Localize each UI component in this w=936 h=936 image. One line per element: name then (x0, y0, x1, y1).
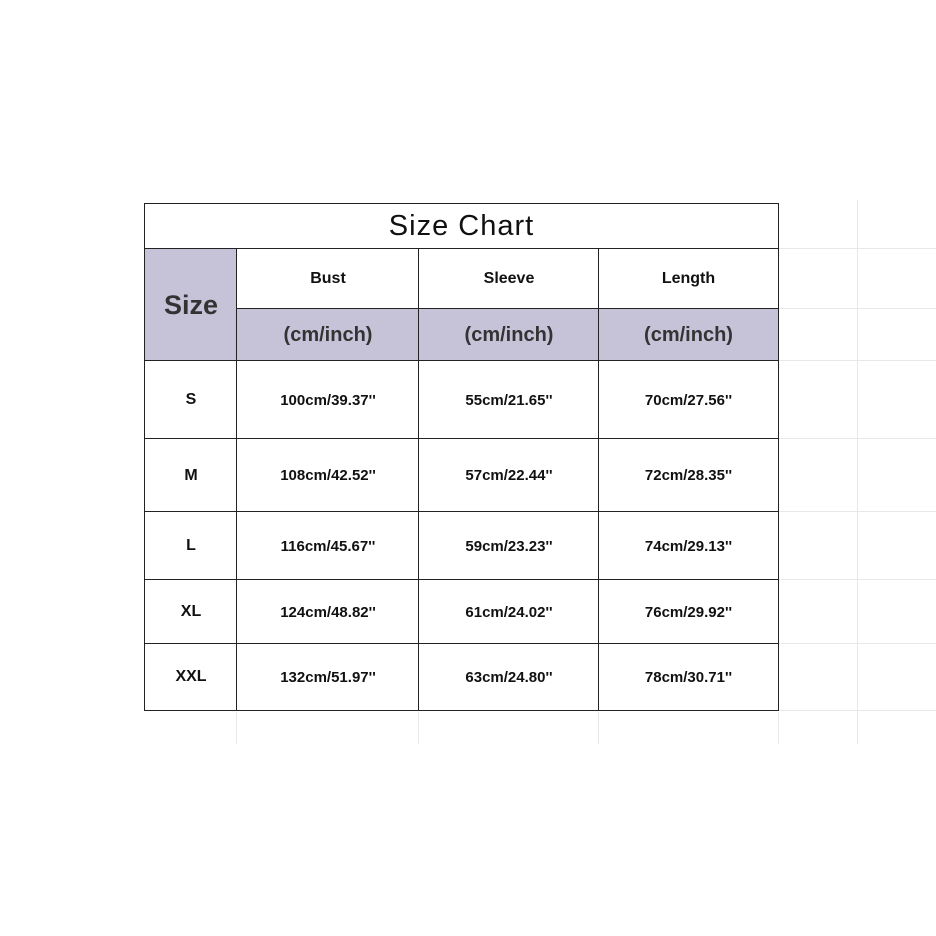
divider (598, 249, 599, 710)
length-unit: (cm/inch) (599, 309, 778, 361)
size-label: L (186, 537, 196, 554)
divider (145, 643, 778, 644)
sleeve-value: 55cm/21.65'' (465, 391, 553, 409)
bust-value: 108cm/42.52'' (280, 467, 376, 484)
size-chart-table (144, 203, 779, 711)
size-label: XXL (175, 668, 207, 685)
sleeve-header: Sleeve (483, 270, 535, 287)
size-label: S (185, 391, 197, 408)
sleeve-value: 61cm/24.02'' (465, 603, 553, 621)
divider (145, 579, 778, 580)
sleeve-value: 57cm/22.44'' (465, 467, 553, 484)
bust-header: Bust (310, 270, 346, 287)
length-value: 70cm/27.56'' (644, 391, 733, 409)
size-label: XL (180, 603, 202, 620)
bust-value: 100cm/39.37'' (280, 391, 376, 409)
length-value: 76cm/29.92'' (644, 603, 733, 621)
size-label: M (184, 466, 198, 484)
length-value: 74cm/29.13'' (644, 537, 733, 555)
sleeve-unit: (cm/inch) (419, 309, 599, 361)
bust-value: 132cm/51.97'' (280, 668, 376, 686)
chart-title: Size Chart (145, 204, 778, 249)
length-value: 78cm/30.71'' (644, 668, 733, 686)
bust-value: 124cm/48.82'' (280, 603, 376, 621)
sleeve-value: 59cm/23.23'' (465, 537, 553, 555)
length-header: Length (661, 270, 716, 287)
divider (145, 511, 778, 512)
sleeve-value: 63cm/24.80'' (465, 668, 553, 686)
divider (237, 308, 778, 309)
bust-value: 116cm/45.67'' (280, 537, 376, 555)
divider (145, 360, 778, 361)
bust-unit: (cm/inch) (237, 309, 419, 361)
divider (418, 249, 419, 710)
size-column-header: Size (145, 249, 237, 361)
length-value: 72cm/28.35'' (644, 467, 733, 484)
divider (145, 438, 778, 439)
divider (236, 249, 237, 710)
